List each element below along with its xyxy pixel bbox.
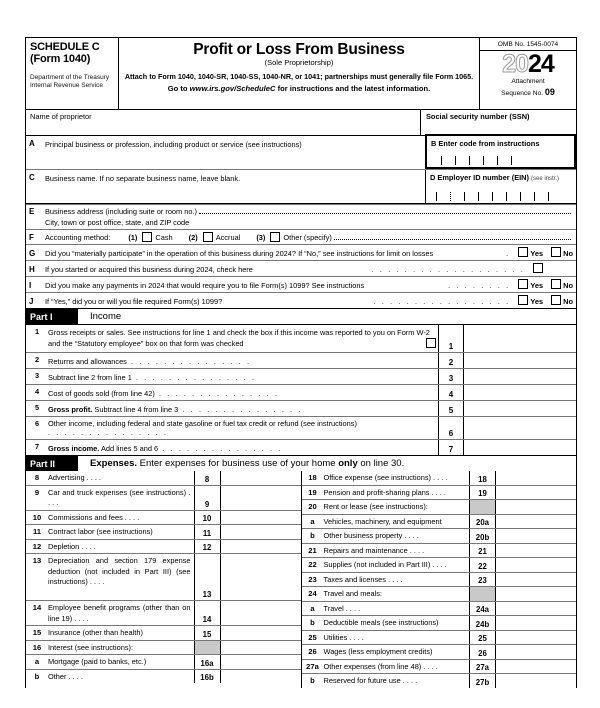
expense-line-label: Mortgage (paid to banks, etc.) [48, 657, 147, 666]
expense-line-box-number: 10 [194, 511, 220, 525]
expense-amount-input[interactable] [495, 660, 576, 674]
tick-1 [441, 156, 442, 165]
expense-line-label: Taxes and licenses . . . . [323, 574, 403, 584]
income-line-number: 7 [34, 442, 40, 451]
expense-line-box-number: 27a [469, 660, 495, 674]
income-row [26, 400, 576, 416]
checkbox-h[interactable] [533, 263, 543, 273]
expense-line-box-number: 20a [469, 515, 495, 529]
line-h-label: If you started or acquired this business during 2024, check here [45, 265, 253, 274]
income-line-box-number: 1 [438, 325, 463, 352]
part-2-title-a: Enter expenses for business use of your home [137, 458, 339, 469]
line-e-label: Business address (including suite or room no.) [45, 207, 197, 216]
expense-line-number: 8 [34, 473, 40, 482]
expense-row [302, 543, 577, 558]
income-line-label: Gross income. Add lines 5 and 6 . . . . . . . . . . . . . . . [48, 444, 283, 453]
goto-line [119, 83, 479, 94]
expense-line-label: Travel . . . . [323, 603, 361, 613]
expense-line-box-number: 16b [194, 670, 220, 684]
checkbox-i-yes[interactable] [518, 279, 528, 289]
expense-line-number: b [310, 618, 315, 627]
line-a-letter: A [29, 139, 35, 148]
line-i-dots: . . . . . . . . [448, 283, 511, 290]
expense-amount-input[interactable] [220, 540, 301, 554]
expenses-column-right [301, 471, 577, 688]
expense-line-number: b [310, 531, 315, 540]
irs-url[interactable]: www.irs.gov/ScheduleC [189, 84, 276, 93]
line-e-city-label: City, town or post office, state, and ZIP code [45, 218, 190, 227]
line-i-no: No [563, 281, 573, 290]
expense-row [26, 471, 301, 485]
expense-amount-input[interactable] [495, 602, 576, 616]
income-line-box-number: 5 [438, 401, 463, 416]
expense-row [26, 669, 301, 684]
expense-line-label: Wages (less employment credits) [323, 647, 433, 656]
income-amount-input[interactable] [463, 325, 576, 352]
part-2-title-only: only [338, 458, 358, 469]
department-line-1: Department of the Treasury [30, 74, 110, 81]
expense-line-label: Vehicles, machinery, and equipment [323, 516, 442, 526]
income-row [26, 439, 576, 455]
expense-amount-input[interactable] [495, 573, 576, 587]
expense-line-number: 11 [32, 527, 42, 536]
expense-line-box-number: 9 [194, 486, 220, 510]
expense-line-number: 13 [32, 556, 42, 565]
part-1-tag: Part I [26, 309, 78, 324]
tick-2 [455, 156, 456, 165]
expense-line-number: a [34, 657, 40, 666]
expense-amount-disabled [495, 587, 576, 601]
expense-row [302, 514, 577, 529]
omb-number: OMB No. 1545-0074 [480, 38, 576, 51]
page-subtitle: (Sole Proprietorship) [264, 58, 334, 67]
income-section [25, 324, 577, 455]
expense-line-box-number: 22 [469, 558, 495, 572]
expense-line-label: Other expenses (from line 48) . . . . [323, 661, 438, 671]
expense-amount-disabled [495, 500, 576, 514]
schedule-name: SCHEDULE C [30, 41, 100, 53]
line-i-letter: I [29, 281, 32, 290]
expense-line-box-number: 23 [469, 573, 495, 587]
ein-ticks [436, 192, 562, 201]
tick-4 [483, 156, 484, 165]
expense-row [302, 471, 577, 485]
proprietor-name-label: Name of proprietor [30, 112, 92, 121]
line-i-row[interactable] [26, 276, 576, 292]
ssn-label: Social security number (SSN) [426, 112, 530, 121]
line-i-label: Did you make any payments in 2024 that would require you to file Form(s) 1099? See instructions [45, 281, 365, 290]
line-e-city-row[interactable] [26, 218, 576, 229]
checkbox-statutory-employee[interactable] [426, 338, 436, 348]
checkbox-i-no[interactable] [551, 279, 561, 289]
income-row [26, 368, 576, 384]
expense-row [26, 640, 301, 655]
line-h-dots: . . . . . . . . . . . . . . . . . . . [371, 267, 525, 274]
ein-tick-4 [478, 192, 479, 201]
part-1-banner [25, 308, 577, 324]
expense-amount-input[interactable] [495, 471, 576, 485]
attachment-label: Attachment [511, 78, 545, 85]
expense-line-label: Insurance (other than health) [48, 628, 143, 637]
department-line-2: Internal Revenue Service [30, 82, 103, 89]
line-d-letter: D [430, 173, 436, 182]
expense-line-box-number: 27b [469, 674, 495, 688]
line-f-row[interactable] [26, 229, 576, 244]
items-e-to-j [25, 203, 577, 308]
expense-row [302, 557, 577, 572]
ein-tick-7 [520, 192, 521, 201]
checkbox-g-no[interactable] [551, 247, 561, 257]
expense-row [302, 615, 577, 630]
line-f-label: Accounting method: [45, 233, 111, 242]
income-line-number: 2 [34, 355, 40, 364]
income-line-label: Gross receipts or sales. See instructions for line 1 and check the box if this income was reported to you on Form W-2 and the “Statutory employee” box on that form was checked [48, 325, 438, 352]
expense-line-box-number: 15 [194, 626, 220, 640]
expense-row [26, 510, 301, 525]
income-line-label: Cost of goods sold (from line 42) . . . . . . . . . . . . . . . [48, 389, 280, 398]
line-i-answers[interactable] [512, 279, 573, 290]
income-amount-input[interactable] [463, 369, 576, 384]
line-j-yes: Yes [530, 297, 544, 306]
expense-line-box-number: 20b [469, 529, 495, 543]
ein-tick-6 [506, 192, 507, 201]
expense-row [26, 553, 301, 600]
line-e-row[interactable] [26, 204, 576, 218]
expense-row [26, 625, 301, 640]
expense-amount-input[interactable] [495, 558, 576, 572]
row-a-b [26, 136, 576, 169]
expense-row [302, 644, 577, 659]
expense-line-box-number: 18 [469, 471, 495, 485]
checkbox-other-method[interactable] [270, 232, 280, 242]
business-code-ticks [441, 156, 525, 165]
income-line-number: 1 [34, 327, 40, 336]
sequence-number: 09 [544, 86, 555, 97]
expense-amount-input[interactable] [495, 616, 576, 630]
expense-amount-input[interactable] [220, 670, 301, 684]
tick-3 [469, 156, 470, 165]
expense-line-box-number: 24a [469, 602, 495, 616]
expense-row [302, 485, 577, 500]
income-line-number: 5 [34, 403, 40, 412]
income-line-label: Gross profit. Subtract line 4 from line 3 . . . . . . . . . . . . . . . [48, 405, 303, 414]
expense-row [26, 600, 301, 625]
income-line-number: 3 [34, 371, 40, 380]
expense-line-label: Interest (see instructions): [48, 642, 134, 652]
expense-line-label: Contract labor (see instructions) [48, 527, 153, 536]
part-2-title [78, 458, 404, 469]
expense-amount-input[interactable] [220, 626, 301, 640]
expense-line-number: a [310, 516, 315, 526]
expense-line-number: 25 [308, 632, 317, 642]
business-code-box[interactable] [425, 134, 576, 169]
income-amount-input[interactable] [463, 440, 576, 455]
expense-row [302, 528, 577, 543]
expense-line-box-number: 12 [194, 540, 220, 554]
expense-line-number: 12 [32, 541, 42, 551]
expense-line-number: 9 [34, 487, 40, 497]
goto-suffix: for instructions and the latest information. [275, 84, 431, 93]
income-line-box-number: 2 [438, 353, 463, 368]
expense-line-label: Advertising . . . . [48, 473, 101, 482]
expense-line-box-number: 11 [194, 525, 220, 539]
attach-instruction: Attach to Form 1040, 1040-SR, 1040-SS, 1040-NR, or 1041; partnerships must generally file Form 1065. [124, 72, 474, 81]
expense-line-number: 27a [306, 661, 319, 671]
income-line-box-number: 4 [438, 385, 463, 400]
line-j-letter: J [29, 297, 34, 306]
expense-row [302, 601, 577, 616]
expense-line-label: Repairs and maintenance . . . . [323, 545, 425, 555]
line-h-letter: H [29, 265, 35, 274]
line-a-field[interactable] [26, 136, 425, 169]
line-g-no: No [563, 249, 573, 258]
expenses-section [25, 471, 577, 688]
expense-line-label: Pension and profit-sharing plans . . . . [323, 487, 446, 497]
form-number: (Form 1040) [30, 53, 91, 65]
expense-line-label: Depreciation and section 179 expense deduction (not included in Part III) (see instructions) . . . . [48, 556, 191, 586]
proprietor-name-field[interactable] [26, 110, 420, 135]
line-g-yes: Yes [530, 249, 544, 258]
income-amount-input[interactable] [463, 417, 576, 439]
line-g-label: Did you “materially participate” in the operation of this business during 2024? If “No,” see instructions for limit on losses [45, 249, 434, 258]
expense-line-box-number: 24b [469, 616, 495, 630]
line-f-option-3: Other (specify) [283, 233, 332, 242]
expense-line-number: 18 [308, 473, 317, 482]
expense-line-label: Deductible meals (see instructions) [323, 618, 439, 627]
part-2-title-bold: Expenses. [90, 458, 137, 469]
ein-tick-5 [492, 192, 493, 201]
expense-amount-input[interactable] [495, 486, 576, 500]
line-d-label-wrap [426, 170, 576, 182]
tax-year-digits: 24 [528, 50, 554, 78]
expense-line-label: Office expense (see instructions) . . . . [323, 473, 448, 482]
line-g-letter: G [29, 249, 36, 258]
expense-line-box-number: 21 [469, 544, 495, 558]
ssn-field[interactable] [420, 110, 576, 135]
line-g-row[interactable] [26, 244, 576, 260]
expense-row [26, 524, 301, 539]
expense-line-label: Supplies (not included in Part III) . . . . [323, 560, 447, 569]
line-h-answer[interactable] [527, 263, 573, 274]
line-j-no: No [563, 297, 573, 306]
expense-line-label: Utilities . . . . [323, 632, 364, 642]
line-f-option-1-num: (1) [128, 233, 138, 242]
header-center [119, 38, 480, 109]
income-row [26, 416, 576, 439]
expense-line-label: Commissions and fees . . . . [48, 512, 140, 522]
income-line-number: 4 [34, 387, 40, 396]
income-amount-input[interactable] [463, 353, 576, 368]
expense-line-number: a [310, 603, 315, 613]
expense-row [302, 659, 577, 674]
part-2-tag: Part II [26, 456, 78, 471]
expense-line-label: Other . . . . [48, 671, 83, 681]
business-identity-block [25, 135, 577, 203]
expense-line-number: 21 [308, 545, 317, 555]
expense-line-number: 24 [308, 589, 317, 598]
line-c-label: Business name. If no separate business name, leave blank. [45, 174, 241, 183]
line-a-label: Principal business or profession, including product or service (see instructions) [45, 140, 302, 149]
line-j-answers[interactable] [512, 295, 573, 306]
line-g-dots: . [506, 251, 511, 258]
expense-line-number: 22 [308, 560, 317, 569]
line-j-dots: . . . . . . . . . . . . . . . . . [373, 299, 511, 306]
tax-year [480, 52, 576, 77]
income-line-number: 6 [34, 419, 40, 428]
ein-tick-8 [534, 192, 535, 201]
income-row [26, 352, 576, 368]
expense-line-box-number: 13 [194, 554, 220, 600]
line-d-label: Employer ID number (EIN) [437, 173, 529, 182]
expense-line-number: 16 [32, 642, 42, 652]
part-1-title: Income [90, 311, 122, 322]
line-e-letter: E [29, 207, 35, 216]
checkbox-j-no[interactable] [551, 295, 561, 305]
expense-amount-input[interactable] [220, 525, 301, 539]
expenses-column-left [26, 471, 301, 688]
expense-row [26, 654, 301, 669]
expense-amount-input[interactable] [495, 645, 576, 659]
expense-line-label: Travel and meals: [323, 589, 382, 598]
checkbox-cash[interactable] [142, 232, 152, 242]
line-f-other-input[interactable] [334, 238, 571, 240]
line-c-field[interactable] [26, 170, 425, 203]
expense-line-box-number: 25 [469, 631, 495, 645]
income-line-label: Returns and allowances . . . . . . . . . . . . . . . [48, 357, 252, 366]
expense-line-label: Other business property . . . . [323, 531, 419, 540]
checkbox-j-yes[interactable] [518, 295, 528, 305]
expense-line-box-number: 8 [194, 471, 220, 485]
line-d-label-note: (see instr.) [531, 176, 560, 182]
checkbox-g-yes[interactable] [518, 247, 528, 257]
line-f-option-2: Accrual [215, 233, 241, 242]
line-f-letter: F [29, 233, 34, 242]
goto-prefix: Go to [167, 84, 190, 93]
expense-line-number: 23 [308, 574, 317, 584]
expense-row [302, 630, 577, 645]
part-2-title-b: on line 30. [357, 458, 405, 469]
line-g-answers[interactable] [512, 247, 573, 258]
expense-row [302, 499, 577, 514]
expense-amount-input[interactable] [220, 554, 301, 600]
expense-line-number: 19 [308, 487, 317, 497]
expense-line-number: b [310, 676, 315, 685]
expense-amount-input[interactable] [220, 471, 301, 485]
expense-line-number: 10 [32, 512, 42, 522]
page-title: Profit or Loss From Business [193, 41, 405, 58]
income-line-box-number: 6 [438, 417, 463, 439]
income-row [26, 325, 576, 352]
form-header [25, 37, 577, 109]
part-2-banner [25, 455, 577, 471]
line-h-row[interactable] [26, 260, 576, 276]
expense-line-label: Car and truck expenses (see instructions) . . . . [48, 487, 191, 507]
header-left [26, 38, 119, 109]
income-amount-input[interactable] [463, 385, 576, 400]
expense-line-box-number: 16a [194, 655, 220, 669]
income-line-box-number: 7 [438, 440, 463, 455]
line-b-label-wrap [427, 136, 574, 148]
checkbox-accrual[interactable] [203, 232, 213, 242]
expense-line-number: 14 [32, 603, 42, 612]
line-j-row[interactable] [26, 292, 576, 308]
tick-6 [511, 156, 512, 165]
expense-line-box-number: 14 [194, 601, 220, 625]
ein-tick-9 [548, 192, 549, 201]
sequence-line [480, 88, 576, 99]
line-f-option-2-num: (2) [188, 233, 198, 242]
expense-row [302, 572, 577, 587]
sequence-label: Sequence No. [501, 89, 543, 97]
income-row [26, 384, 576, 400]
expense-line-label: Depletion . . . . [48, 541, 96, 551]
line-b-field[interactable] [425, 136, 576, 169]
expense-box-shaded [469, 500, 495, 514]
line-b-label: Enter code from instructions [438, 139, 540, 148]
expense-amount-disabled [220, 641, 301, 655]
line-b-letter: B [431, 139, 437, 148]
line-f-option-3-num: (3) [256, 233, 266, 242]
expense-row [26, 539, 301, 554]
expense-line-number: b [34, 671, 40, 681]
row-c-d [26, 169, 576, 203]
expense-line-number: 26 [308, 647, 317, 656]
expense-amount-input[interactable] [495, 631, 576, 645]
expense-amount-input[interactable] [495, 544, 576, 558]
expense-amount-input[interactable] [220, 511, 301, 525]
tick-5 [497, 156, 498, 165]
line-f-option-1: Cash [155, 233, 173, 242]
line-e-input[interactable] [199, 212, 571, 214]
income-line-box-number: 3 [438, 369, 463, 384]
income-line-label: Subtract line 2 from line 1 . . . . . . . . . . . . . . . [48, 373, 257, 382]
expense-amount-input[interactable] [495, 529, 576, 543]
line-d-field[interactable] [425, 170, 576, 203]
expense-amount-input[interactable] [220, 486, 301, 510]
expense-line-number: 15 [32, 628, 42, 637]
expense-line-label: Employee benefit programs (other than on line 19) . . . . [48, 603, 191, 623]
line-j-label: If “Yes,” did you or will you file required Form(s) 1099? [45, 297, 223, 306]
expense-row [302, 586, 577, 601]
expense-row [302, 673, 577, 688]
expense-line-box-number: 26 [469, 645, 495, 659]
expense-box-shaded [194, 641, 220, 655]
income-amount-input[interactable] [463, 401, 576, 416]
ein-tick-1 [436, 192, 437, 201]
expense-amount-input[interactable] [495, 674, 576, 688]
ein-tick-2 [450, 192, 451, 201]
line-i-yes: Yes [530, 281, 544, 290]
tax-year-century: 20 [502, 50, 528, 78]
expense-line-box-number: 19 [469, 486, 495, 500]
schedule-c-form [25, 37, 577, 688]
expense-amount-input[interactable] [495, 515, 576, 529]
ein-tick-3 [464, 192, 465, 201]
income-line-label: Other income, including federal and state gasoline or fuel tax credit or refund (see instructions) . . . . . . . . . . . . . . . [48, 419, 357, 437]
name-ssn-row [25, 109, 577, 135]
expense-line-label: Reserved for future use . . . . [323, 676, 418, 685]
header-right [480, 38, 576, 109]
expense-line-label: Rent or lease (see instructions): [323, 502, 428, 511]
expense-amount-input[interactable] [220, 655, 301, 669]
expense-row [26, 485, 301, 510]
expense-box-shaded [469, 587, 495, 601]
expense-line-number: 20 [308, 502, 317, 511]
line-c-letter: C [29, 173, 35, 182]
expense-amount-input[interactable] [220, 601, 301, 625]
